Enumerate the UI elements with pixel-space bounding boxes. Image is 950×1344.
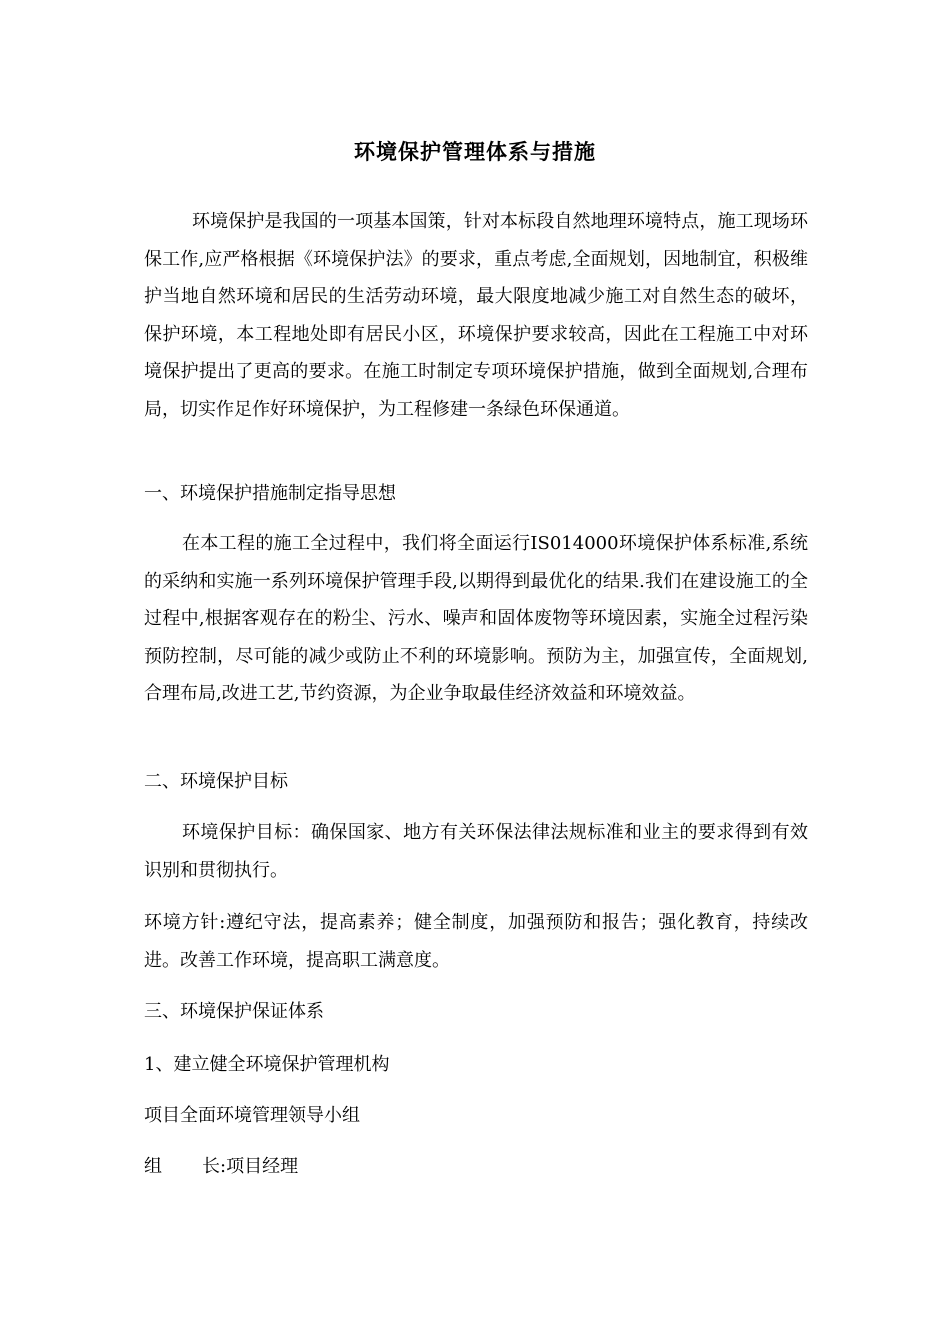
section1-heading: 一、环境保护措施制定指导思想 (144, 483, 396, 504)
section3-heading: 三、环境保护保证体系 (144, 1001, 324, 1022)
leader-label-part1: 组 (144, 1156, 162, 1177)
document-title: 环境保护管理体系与措施 (354, 140, 596, 164)
leader-line (144, 1152, 298, 1182)
section2-target-paragraph: 环境保护目标：确保国家、地方有关环保法律法规标准和业主的要求得到有效识别和贯彻执行。 (144, 822, 808, 881)
section2-heading: 二、环境保护目标 (144, 771, 288, 792)
intro-paragraph: 环境保护是我国的一项基本国策，针对本标段自然地理环境特点，施工现场环保工作,应严格根据《环境保护法》的要求，重点考虑,全面规划，因地制宜，积极维护当地自然环境和居民的生活劳动环境，最大限度地减少施工对自然生态的破坏，保护环境，本工程地处即有居民小区，环境保护要求较高，因此在工程施工中对环境保护提出了更高的要求。在施工时制定专项环境保护措施，做到全面规划,合理布局，切实作足作好环境保护，为工程修建一条绿色环保通道。 (144, 211, 808, 420)
section2-policy-paragraph: 环境方针:遵纪守法，提高素养；健全制度，加强预防和报告；强化教育，持续改进。改善工作环境，提高职工满意度。 (144, 912, 808, 971)
section1-paragraph: 在本工程的施工全过程中，我们将全面运行IS014000环境保护体系标准,系统的采纳和实施一系列环境保护管理手段,以期得到最优化的结果.我们在建设施工的全过程中,根据客观存在的粉尘、污水、噪声和固体废物等环境因素，实施全过程污染预防控制，尽可能的减少或防止不利的环境影响。预防为主，加强宣传，全面规划,合理布局,改进工艺,节约资源，为企业争取最佳经济效益和环境效益。 (144, 533, 808, 704)
section3-subheading: 1、建立健全环境保护管理机构 (144, 1054, 390, 1075)
group-name-line: 项目全面环境管理领导小组 (144, 1105, 360, 1126)
leader-label-part2: 长:项目经理 (202, 1156, 299, 1177)
